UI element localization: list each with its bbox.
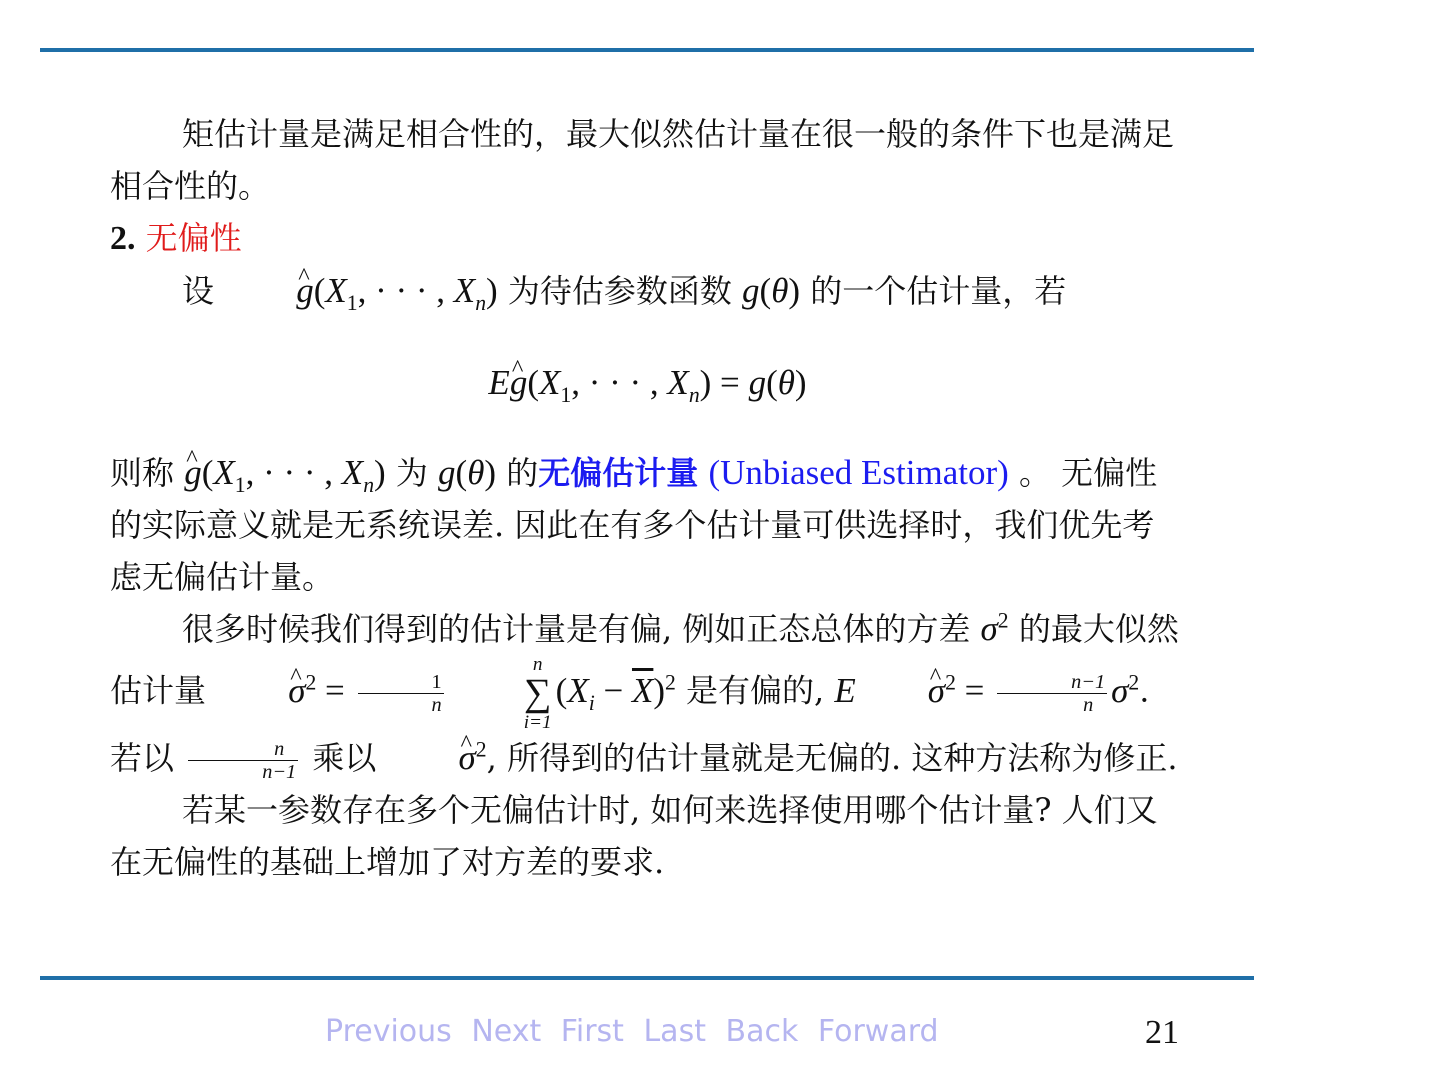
page-number: 21 [1145, 1014, 1179, 1051]
formula-sigma-hat: ^ $\sigma^2$ [387, 738, 487, 777]
paragraph-variance-requirement: 若某一参数存在多个无偏估计时, 如何来选择使用哪个估计量? 人们又在无偏性的基础上增加了对方差的要求. [110, 791, 1158, 881]
slide-content [110, 108, 1185, 888]
nav-previous-link[interactable]: Previous [325, 1014, 452, 1049]
term-unbiased-estimator-en: (Unbiased Estimator) [708, 453, 1009, 492]
formula-expectation: E ^ $\sigma^2$ = $\frac{n-1}{n}$ $\sigma^2$ [834, 671, 1139, 710]
nav-first-link[interactable]: First [560, 1014, 624, 1049]
text-estimator-if: 的一个估计量，若 [810, 272, 1067, 310]
top-rule [40, 48, 1254, 52]
section-title: 无偏性 [145, 219, 242, 257]
navigation-bar [325, 1014, 949, 1049]
text-ruo-yi: . 若以 [110, 671, 1150, 777]
text-zecheng: 则称 [110, 454, 175, 492]
formula-g-theta-2: g(θ) [438, 453, 497, 492]
nav-last-link[interactable]: Last [643, 1014, 706, 1049]
paragraph-definition-intro [110, 265, 1185, 317]
paragraph-consistency: 矩估计量是满足相合性的，最大似然估计量在很一般的条件下也是满足相合性的。 [110, 115, 1175, 205]
text-multiply: 乘以 [312, 739, 377, 777]
formula-g-theta: g(θ) [742, 271, 801, 310]
text-meaning: 无偏性的实际意义就是无系统误差. 因此在有多个估计量可供选择时，我们优先考虑无偏估计量。 [110, 454, 1158, 596]
section-number: 2. [110, 220, 136, 257]
text-param-func: 为待估参数函数 [507, 272, 732, 310]
display-equation: E^ $g(X_1$, · · · , $X_n) = g(\theta)$ [110, 357, 1185, 409]
text-de: 的 [506, 454, 539, 492]
text-she: 设 [182, 272, 215, 310]
formula-estimator: ^ $g(X_1$, · · · , $X_n$) [224, 271, 498, 310]
nav-forward-link[interactable]: Forward [817, 1014, 939, 1049]
term-unbiased-estimator: 无偏估计量 [538, 454, 699, 492]
formula-estimator-2: ^ $g(X_1$, · · · , $X_n$) [184, 453, 386, 492]
text-biased-intro: 很多时候我们得到的估计量是有偏, 例如正态总体的方差 [182, 610, 971, 648]
nav-back-link[interactable]: Back [725, 1014, 799, 1049]
nav-next-link[interactable]: Next [471, 1014, 542, 1049]
text-wei: 为 [395, 454, 428, 492]
text-period: 。 [1018, 454, 1051, 492]
formula-sigma-squared: $\sigma^2$ [980, 608, 1009, 648]
bottom-rule [40, 976, 1254, 980]
paragraph-biased-example [110, 603, 1185, 784]
formula-mle-variance: ^ $\sigma^2$ = $\frac{1}{n}$ n ∑ i=1 $(X_i - \overline{X})^2$ [216, 671, 676, 710]
formula-correction-factor: $\frac{n}{n-1}$ [184, 738, 302, 777]
paragraph-unbiased [110, 447, 1185, 603]
text-is-biased: 是有偏的, [686, 671, 825, 710]
text-mle: 的最大似然估计量 [110, 610, 1179, 710]
text-correction: , 所得到的估计量就是无偏的. 这种方法称为修正. [486, 739, 1178, 777]
